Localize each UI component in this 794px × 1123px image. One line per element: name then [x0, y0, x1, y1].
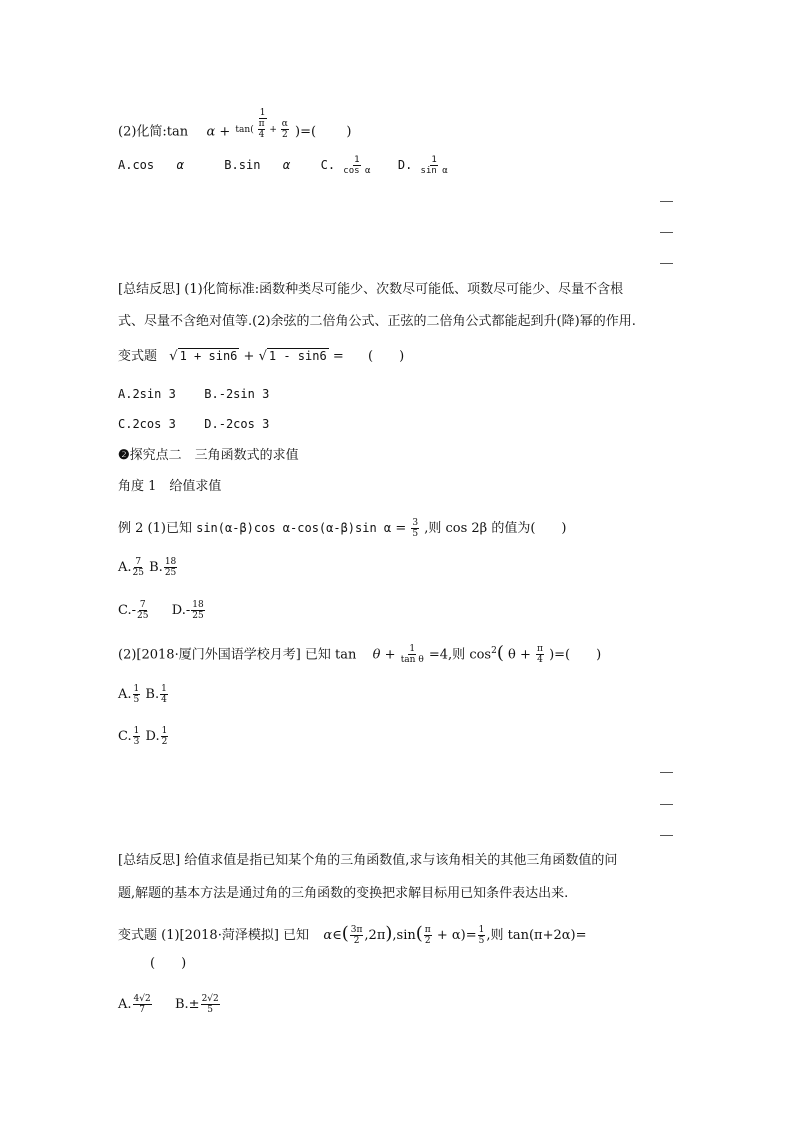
example2b-four: 4 — [537, 655, 543, 666]
example2b-theta: θ — [372, 647, 381, 663]
q2-opt-c: C. — [320, 158, 336, 172]
example2-tail: ,则 cos 2β 的值为( ) — [424, 521, 567, 536]
example2b-pi: π — [537, 644, 543, 655]
q2-pi-over-4 — [258, 119, 266, 140]
q2-fraction-den: tan( $\frac{\pi}{4}$ + $\frac{\alpha}{2}$ — [235, 119, 288, 140]
variant2-eq: )= — [460, 928, 477, 943]
example2b-opt-b-den: 4 — [161, 695, 167, 705]
example2-part1: 例 2 (1)已知 — [118, 521, 192, 536]
variant2-opt-a-frac — [133, 994, 152, 1015]
q2-fraction-num: 1 — [259, 108, 266, 118]
q2-opt-c-den: cos α — [343, 166, 371, 176]
variant1-plus: + — [243, 349, 255, 364]
example2-opt-a-num: 7 — [135, 557, 142, 567]
variant1-opt-c: C.2cos 3 — [118, 417, 176, 431]
example2b-opt-a-den: 5 — [133, 695, 140, 705]
example2b-opt-a-frac — [133, 684, 141, 705]
variant2-sin-plus: + α — [436, 928, 461, 943]
example2b-opt-b: B. — [145, 687, 160, 702]
section2-marker-icon: ❷ — [118, 448, 130, 463]
variant2-opt-a-den: 7 — [139, 1005, 145, 1015]
example2b-close: )=( ) — [549, 647, 602, 663]
example2b-num: 1 — [409, 644, 416, 655]
example2-opt-c-frac — [137, 600, 148, 621]
variant2-opt-b: B.± — [175, 997, 200, 1012]
variant1-options-cd — [118, 416, 269, 432]
variant2-lparen: ( — [341, 923, 349, 944]
example2-den: 5 — [412, 529, 419, 539]
variant2-label: 变式题 (1)[2018·菏泽模拟] 已知 — [118, 928, 310, 943]
variant2-options — [118, 994, 221, 1015]
variant1-label: 变式题 — [118, 349, 158, 364]
variant1-paren: ( ) — [368, 349, 405, 364]
q2-alpha-over-2 — [281, 119, 289, 140]
example2-opt-c-den: 25 — [137, 611, 149, 621]
example2-opt-b-frac — [164, 557, 177, 578]
q2-opt-c-frac — [343, 155, 370, 176]
example2b-opt-a-num: 1 — [133, 684, 140, 694]
example2b-plus: + — [384, 647, 396, 663]
example2-opt-b-num: 18 — [164, 557, 177, 567]
q2-four: 4 — [258, 130, 265, 140]
q2-opt-a-var: α — [176, 158, 184, 172]
q2-opt-a: A.cos — [118, 158, 155, 172]
q2-opt-d: D. — [397, 158, 413, 172]
answer-dash — [660, 201, 673, 202]
q2-pi: π — [258, 119, 265, 129]
section2-heading — [118, 448, 299, 464]
q2-close: ) — [346, 124, 352, 140]
variant1-line — [118, 348, 404, 365]
answer-dash — [660, 263, 673, 264]
answer-dash — [660, 835, 673, 836]
q2-alpha: α — [206, 124, 216, 140]
variant1-opt-d: D.-2cos 3 — [204, 417, 270, 431]
variant2-interval-frac — [350, 925, 364, 946]
sqrt-sign: √ — [169, 349, 178, 364]
example2b-lparen: ( — [496, 642, 504, 664]
variant2-paren: ( ) — [150, 956, 187, 971]
variant2-line — [118, 925, 587, 946]
q2-opt-d-frac — [421, 155, 448, 176]
example2b-inner-theta: θ — [508, 647, 516, 663]
variant1-sqrt1: 1 + sin6 — [179, 349, 238, 363]
example2b-opt-d-den: 2 — [161, 737, 168, 747]
example2b-options-ab — [118, 684, 169, 705]
variant2-opt-b-den: 5 — [207, 1005, 214, 1015]
variant2-opt-b-num: 2√2 — [201, 994, 219, 1004]
q2-line — [118, 108, 352, 148]
example2b-frac — [401, 644, 424, 665]
variant2-sin-num: π — [424, 925, 431, 935]
variant2-sin: ,sin — [392, 928, 416, 943]
example2b-opt-c-den: 3 — [133, 737, 140, 747]
variant2-rparen: ) — [385, 923, 393, 944]
q2-opt-c-num: 1 — [354, 155, 360, 165]
variant1-sqrt2: 1 - sin6 — [268, 349, 327, 363]
example2b-line — [118, 643, 601, 665]
example2-opt-a-frac — [133, 557, 144, 578]
example2b-sup: 2 — [491, 646, 497, 656]
q2-alpha2: α — [281, 119, 288, 129]
example2-opt-a-den: 25 — [132, 568, 144, 578]
variant2-value-frac — [478, 925, 486, 946]
example2-opt-c: C.- — [118, 603, 137, 618]
variant2-int-den: 2 — [353, 936, 360, 946]
variant2-opt-a-num: 4√2 — [133, 994, 151, 1004]
variant2-alpha: α∈ — [323, 928, 342, 943]
variant1-options-ab — [118, 386, 269, 402]
sqrt-sign: √ — [258, 349, 267, 364]
variant1-opt-b: B.-2sin 3 — [204, 387, 270, 401]
example2-expr: sin(α-β)cos α-cos(α-β)sin α — [196, 521, 392, 535]
example2-eq: = — [395, 521, 407, 536]
q2-plus2: + — [269, 125, 277, 135]
variant2-int-tail: ,2π — [364, 928, 386, 943]
q2-plus: + — [219, 124, 231, 140]
example2-options-ab — [118, 557, 178, 578]
summary2-line2: 题,解题的基本方法是通过角的三角函数的变换把求解目标用已知条件表达出来. — [118, 886, 569, 901]
example2b-opt-d-num: 1 — [161, 726, 168, 736]
example2b-opt-b-num: 1 — [161, 684, 167, 694]
q2-opt-d-den: sin α — [420, 166, 448, 176]
variant1-eq: = — [332, 349, 344, 364]
example2b-pi-over-4 — [536, 644, 544, 665]
q2-opt-b-var: α — [282, 158, 291, 172]
example2b-opt-b-frac — [160, 684, 168, 705]
example2b-inner-plus: + — [519, 647, 531, 663]
example2-opt-c-num: 7 — [139, 600, 146, 610]
example2b-opt-d: D. — [145, 729, 160, 744]
example2b-part1: (2)[2018·厦门外国语学校月考] 已知 tan — [118, 647, 357, 663]
variant2-tail: ,则 tan(π+2α)= — [486, 928, 587, 943]
example2-opt-a: A. — [118, 560, 132, 575]
example2-opt-b-den: 25 — [164, 568, 177, 578]
example2b-opt-d-frac — [161, 726, 169, 747]
variant2-val-num: 1 — [478, 925, 485, 935]
section2-title: 探究点二 三角函数式的求值 — [129, 448, 299, 463]
example2b-eq: =4,则 cos — [428, 647, 492, 663]
q2-tan: tan — [235, 125, 251, 135]
variant1-opt-a: A.2sin 3 — [118, 387, 176, 401]
example2-value — [411, 518, 419, 539]
example2-options-cd — [118, 600, 206, 621]
example2b-opt-a: A. — [118, 687, 132, 702]
example2-opt-d: D.- — [171, 603, 191, 618]
variant2-sin-lparen: ( — [415, 923, 423, 944]
variant2-int-num: 3π — [350, 925, 363, 935]
q2-options — [118, 155, 449, 176]
example2-line — [118, 518, 566, 539]
q2-fraction — [235, 108, 289, 140]
example2-opt-d-frac — [191, 600, 204, 621]
example2b-den: tan θ — [400, 655, 424, 666]
example2-opt-d-num: 18 — [192, 600, 204, 610]
answer-dash — [660, 772, 673, 773]
example2-opt-b: B. — [149, 560, 163, 575]
example2b-opt-c: C. — [118, 729, 132, 744]
summary1-line1: [总结反思] (1)化简标准:函数种类尽可能少、次数尽可能低、项数尽可能少、尽量不含根 — [118, 282, 624, 297]
q2-opt-b: B.sin — [224, 158, 261, 172]
example2b-opt-c-frac — [133, 726, 141, 747]
angle1-label: 角度 1 给值求值 — [118, 479, 222, 494]
q2-text: (2)化简:tan — [118, 124, 189, 140]
summary2-line1: [总结反思] 给值求值是指已知某个角的三角函数值,求与该角相关的其他三角函数值的问 — [118, 853, 618, 868]
q2-opt-d-num: 1 — [431, 155, 437, 165]
variant2-sin-frac — [424, 925, 432, 946]
variant2-sin-den: 2 — [424, 936, 431, 946]
example2b-opt-c-num: 1 — [133, 726, 140, 736]
variant2-val-den: 5 — [478, 936, 485, 946]
summary1-line2: 式、尽量不含绝对值等.(2)余弦的二倍角公式、正弦的二倍角公式都能起到升(降)幂的作用. — [118, 314, 636, 329]
q2-two: 2 — [281, 130, 288, 140]
answer-dash — [660, 804, 673, 805]
example2-opt-d-den: 25 — [192, 611, 204, 621]
q2-eq: )=( — [295, 124, 317, 140]
example2b-options-cd — [118, 726, 169, 747]
example2-num: 3 — [412, 518, 419, 528]
variant2-opt-a: A. — [118, 997, 132, 1012]
variant2-opt-b-frac — [201, 994, 220, 1015]
answer-dash — [660, 232, 673, 233]
